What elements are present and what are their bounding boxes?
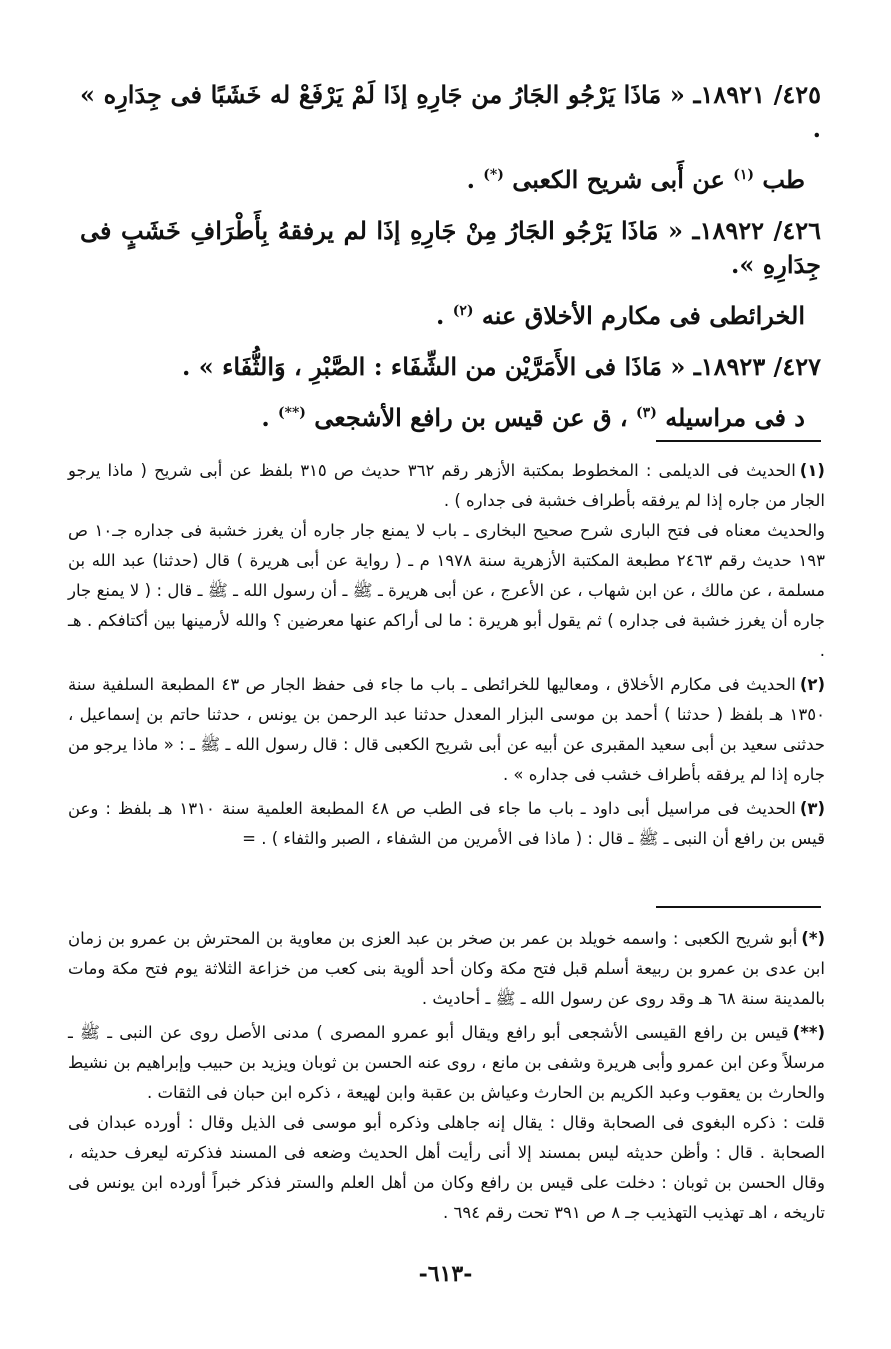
main-text [80,78,821,452]
page-number: -٦١٣- [418,1261,473,1287]
hadith-number: ٤٢٥/ ١٨٩٢١ـ [693,80,822,109]
hadith-427 [80,350,821,384]
footnote-1: (١)الحديث فى الديلمى : المخطوط بمكتبة الأزهر رقم ٣٦٢ حديث ص ٣١٥ بلفظ عن أبى شريح ( ماذا يرجو الجار من جاره إذا لم يرفقه بأطراف خشبة فى جداره ) . والحديث معناه فى فتح البارى شرح صحيح البخارى ـ باب لا يمنع جار جاره أن يغرز خشبة فى جداره جـ١٠ ص ١٩٣ حديث رقم ٢٤٦٣ مطبعة المكتبة الأزهرية سنة ١٩٧٨ م ـ ( رواية عن أبى هريرة ) قال (حدثنا) عبد الله بن مسلمة ، عن مالك ، عن ابن شهاب ، عن الأعرج ، عن أبى هريرة ـ ﷺ ـ أن رسول الله ـ ﷺ ـ قال : ( لا يمنع جار جاره أن يغرز خشبة فى جداره ) ثم يقول أبو هريرة : ما لى أراكم عنها معرضين ؟ والله لأرمينها بين أكتافكم . هـ . [68,461,825,660]
biography-divider [656,906,821,908]
footnote-2: (٢)الحديث فى مكارم الأخلاق ، ومعاليها للخرائطى ـ باب ما جاء فى حفظ الجار ص ٤٣ المطبعة السلفية سنة ١٣٥٠ هـ بلفظ ( حدثنا ) أحمد بن موسى البزار المعدل حدثنا عبد الرحمن بن يونس ، حدثنا حاتم بن إسماعيل ، حدثنى سعيد بن أبى سعيد المقبرى عن أبيه عن أبى شريح الكعبى قال : قال رسول الله ـ ﷺ ـ : « ماذا يرجو من جاره إذا لم يرفقه بأطراف خشب فى جداره » . [68,675,825,784]
footnote-ref: (**) [278,405,306,421]
hadith-text: « مَاذَا يَرْجُو الجَارُ مِنْ جَارِهِ إذَا لم يرفقهُ بِأَطْرَافِ خَشَبٍ فى جِدَارِهِ ». [80,216,821,279]
footnotes-section [68,456,825,858]
hadith-number: ٤٢٦/ ١٨٩٢٢ـ [692,216,821,245]
hadith-425-source: طب $^{(١)}$ عن أَبى شريح الكعبى (*) . [466,165,805,194]
hadith-425 [80,78,821,146]
hadith-427-source: د فى مراسيله $^{(٣)}$ ، ق عن قيس بن رافع الأشجعى (**) . [261,403,805,432]
hadith-text: « مَاذَا يَرْجُو الجَارُ من جَارِهِ إذَا لَمْ يَرْفَعْ له خَشَبًا فى جِدَارِه » . [80,80,821,143]
footnote-ref: (٢) [452,303,474,319]
bio-note-abu-shurayh: (*)أبو شريح الكعبى : واسمه خويلد بن عمر بن صخر بن عبد العزى بن معاوية بن المحترش بن عمرو بن زمان ابن عدى بن عمرو بن ربيعة أسلم قبل فتح مكة وكان أحد ألوية بنى كعب من خزاعة الثلاثة يوم فتح مكة ومات بالمدينة سنة ٦٨ هـ وقد روى عن رسول الله ـ ﷺ ـ أحاديث . [68,929,825,1008]
footnote-ref: (٣) [636,405,657,421]
hadith-number: ٤٢٧/ ١٨٩٢٣ـ [693,352,821,381]
hadith-426-source: الخرائطى فى مكارم الأخلاق عنه $^{(٢)}$ . [436,301,805,330]
hadith-text: « مَاذَا فى الأَمَرَّيْن من الشِّفَاء : الصَّبْرِ ، وَالثُّفَاء » . [182,352,686,381]
footnote-3: (٣)الحديث فى مراسيل أبى داود ـ باب ما جاء فى الطب ص ٤٨ المطبعة العلمية سنة ١٣١٠ هـ بلفظ : وعن قيس بن رافع أن النبى ـ ﷺ ـ قال : ( ماذا فى الأمرين من الشفاء ، الصبر والثفاء ) . = [68,799,826,848]
footnote-ref: (١) [733,167,754,183]
hadith-426 [80,214,821,282]
biography-notes-section [68,924,825,1232]
footnote-divider [656,440,821,442]
footnote-ref: (*) [483,167,504,183]
bio-note-qays-ibn-rafi: (**)قيس بن رافع القيسى الأشجعى أبو رافع ويقال أبو عمرو المصرى ) مدنى الأصل روى عن النبى ـ ﷺ ـ مرسلاً وعن ابن عمرو وأبى هريرة وشفى بن مانع ، روى عنه الحسن بن ثوبان ويزيد بن حبيب وإبراهيم بن نشيط والحارث بن يعقوب وعبد الكريم بن الحارث وعياش بن عقبة وابن لهيعة ، ذكره ابن حبان فى الثقات . قلت : ذكره البغوى فى الصحابة وقال : يقال إنه جاهلى وذكره أبو موسى فى الذيل وقال : أورده عبدان فى الصحابة . قال : وأظن حديثه ليس بمسند إلا أنى رأيت أهل الحديث وضعه فى المسند فذكرته ليعرف حديثه ، وقال الحسن بن ثوبان : دخلت على قيس بن رافع وكان من أهل العلم والستر فذكر خبراً أورده ابن يونس فى تاريخه ، اهـ تهذيب التهذيب جـ ٨ ص ٣٩١ تحت رقم ٦٩٤ . [68,1023,825,1222]
